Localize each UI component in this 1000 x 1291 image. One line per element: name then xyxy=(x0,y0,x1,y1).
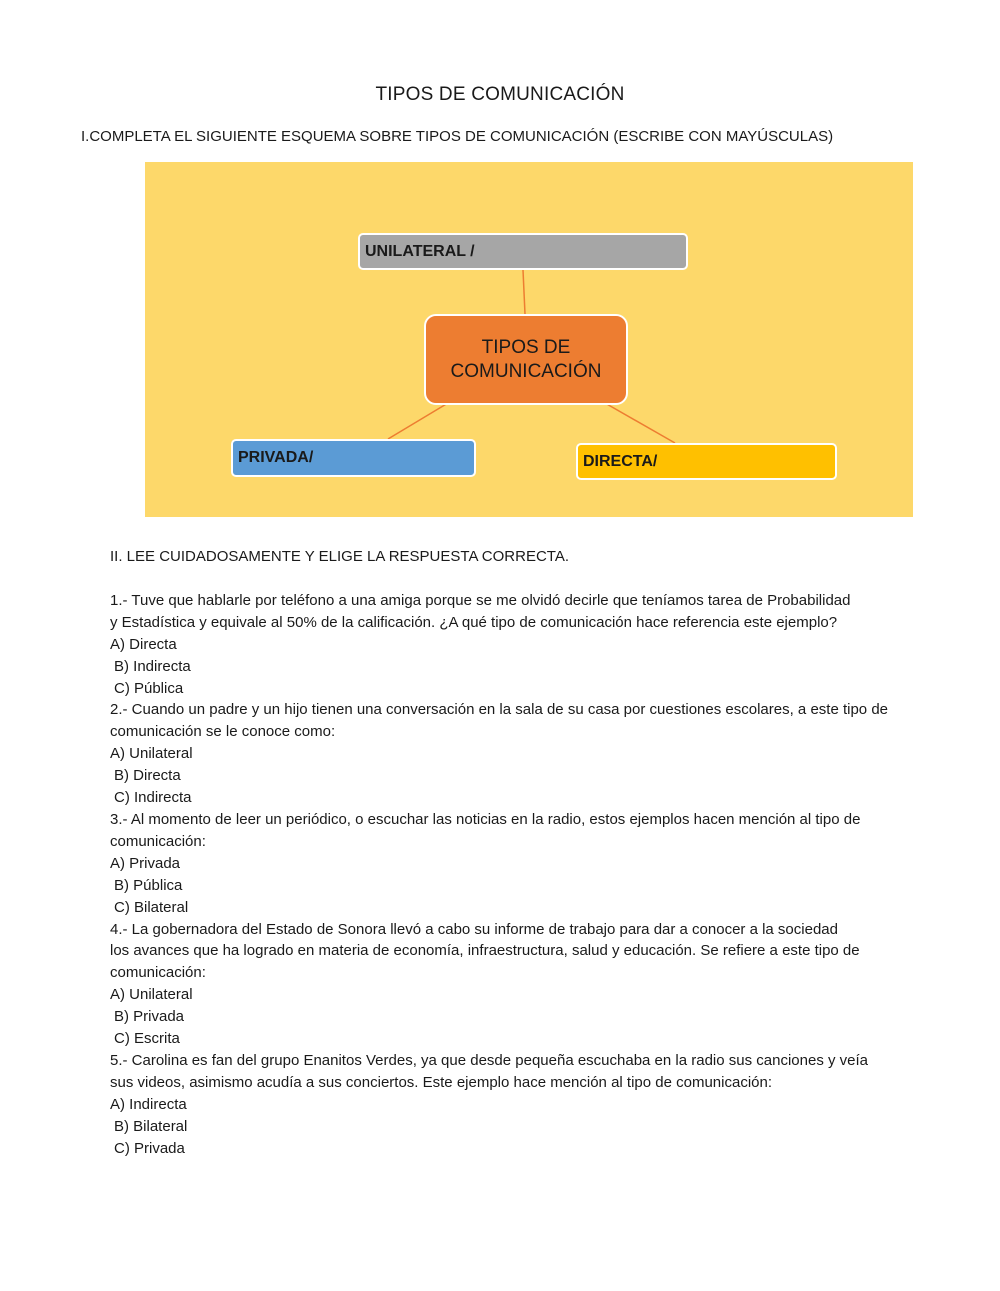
answer-option-b[interactable]: B) Directa xyxy=(114,767,181,785)
answer-option-c[interactable]: C) Escrita xyxy=(114,1030,180,1048)
question-text: los avances que ha logrado en materia de economía, infraestructura, salud y educación. Se refiere a este tipo de xyxy=(110,942,860,960)
answer-option-a[interactable]: A) Privada xyxy=(110,854,181,872)
diagram-box-unilateral[interactable] xyxy=(358,233,688,270)
answer-option-a[interactable]: A) Directa xyxy=(110,635,177,653)
diagram-center-line2: COMUNICACIÓN xyxy=(450,360,602,382)
connector-right xyxy=(605,403,675,443)
section2-questions xyxy=(110,546,970,1159)
answer-option-b[interactable]: B) Privada xyxy=(114,1008,185,1026)
answer-option-a[interactable]: A) Indirecta xyxy=(110,1095,187,1113)
diagram-box-directa-label: DIRECTA/ xyxy=(583,452,658,470)
answer-option-b[interactable]: B) Pública xyxy=(114,876,183,894)
section1-instruction: I.COMPLETA EL SIGUIENTE ESQUEMA SOBRE TIPOS DE COMUNICACIÓN (ESCRIBE CON MAYÚSCULAS) xyxy=(81,128,834,145)
question-text: 4.- La gobernadora del Estado de Sonora llevó a cabo su informe de trabajo para dar a conocer a la sociedad xyxy=(110,920,838,938)
diagram-box-unilateral-label: UNILATERAL / xyxy=(365,242,475,260)
question-text: comunicación se le conoce como: xyxy=(110,723,336,741)
answer-option-b[interactable]: B) Bilateral xyxy=(114,1117,188,1135)
answer-option-b[interactable]: B) Indirecta xyxy=(114,657,191,675)
diagram-box-directa[interactable] xyxy=(576,443,837,480)
diagram-center-node xyxy=(424,314,628,405)
question-1 xyxy=(110,590,970,700)
question-text: 3.- Al momento de leer un periódico, o escuchar las noticias en la radio, estos ejemplos hacen mención al tipo de xyxy=(110,810,861,828)
connector-top xyxy=(523,270,525,314)
answer-option-c[interactable]: C) Bilateral xyxy=(114,898,189,916)
question-text: 1.- Tuve que hablarle por teléfono a una amiga porque se me olvidó decirle que teníamos tarea de Probabilidad xyxy=(110,591,851,609)
question-text: comunicación: xyxy=(110,964,206,982)
answer-option-a[interactable]: A) Unilateral xyxy=(110,986,193,1004)
diagram-center-line1: TIPOS DE xyxy=(481,336,571,358)
question-text: comunicación: xyxy=(110,832,206,850)
communication-diagram xyxy=(145,162,913,517)
section2-heading: II. LEE CUIDADOSAMENTE Y ELIGE LA RESPUESTA CORRECTA. xyxy=(110,548,570,565)
answer-option-c[interactable]: C) Privada xyxy=(114,1139,185,1157)
answer-option-a[interactable]: A) Unilateral xyxy=(110,745,193,763)
question-text: y Estadística y equivale al 50% de la calificación. ¿A qué tipo de comunicación hace referencia este ejemplo? xyxy=(110,613,838,631)
question-3 xyxy=(110,809,970,919)
question-5 xyxy=(110,1050,970,1160)
connector-left xyxy=(388,403,448,439)
answer-option-c[interactable]: C) Pública xyxy=(114,679,184,697)
question-text: 5.- Carolina es fan del grupo Enanitos Verdes, ya que desde pequeña escuchaba en la radio sus canciones y veía xyxy=(110,1051,869,1069)
diagram-box-privada[interactable] xyxy=(231,439,476,477)
diagram-box-privada-label: PRIVADA/ xyxy=(238,449,314,466)
question-4 xyxy=(110,919,970,1050)
answer-option-c[interactable]: C) Indirecta xyxy=(114,789,192,807)
page-title: TIPOS DE COMUNICACIÓN xyxy=(375,84,625,105)
question-2 xyxy=(110,699,970,809)
question-text: sus videos, asimismo acudía a sus conciertos. Este ejemplo hace mención al tipo de comunicación: xyxy=(110,1073,772,1091)
question-text: 2.- Cuando un padre y un hijo tienen una conversación en la sala de su casa por cuestiones escolares, a este tipo de xyxy=(110,701,889,719)
